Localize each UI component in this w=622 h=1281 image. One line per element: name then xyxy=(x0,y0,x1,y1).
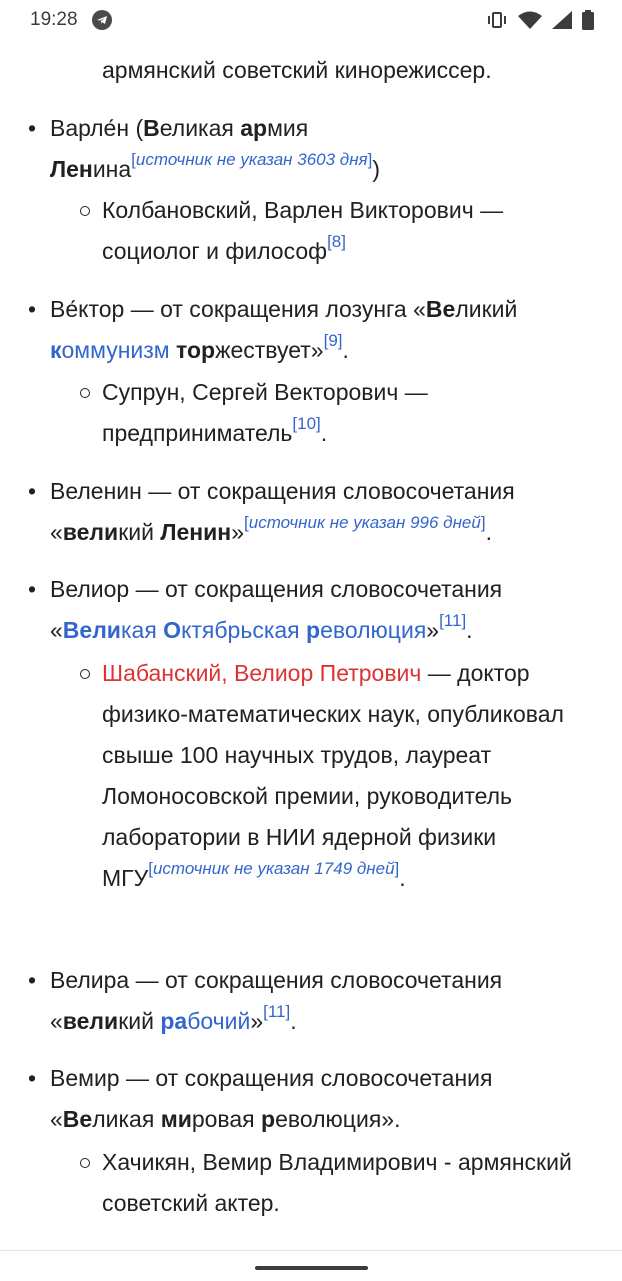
communism-link[interactable]: коммунизм xyxy=(50,337,170,363)
shabansky-link[interactable]: Шабанский, Велиор Петрович xyxy=(102,660,422,686)
reference-link[interactable]: [10] xyxy=(292,414,321,433)
bullet: • xyxy=(28,1065,37,1091)
battery-icon xyxy=(582,10,594,30)
citation-needed-link[interactable]: [источник не указан 996 дней] xyxy=(244,513,486,532)
citation-needed-link[interactable]: [источник не указан 1749 дней] xyxy=(148,859,400,878)
sub-list-item: Супрун, Сергей Векторович — предприниматель[10]. xyxy=(102,372,597,454)
wifi-icon xyxy=(518,11,542,29)
list-item: • Варле́н (Великая армия Ленина[источник не указан 3603 дня]) xyxy=(50,108,595,190)
bullet: • xyxy=(28,115,37,141)
reference-link[interactable]: [8] xyxy=(327,232,346,251)
status-bar xyxy=(0,0,622,40)
list-item: • Вемир — от сокращения словосочетания «Великая мировая революция». xyxy=(50,1058,595,1140)
circle-bullet xyxy=(80,1158,90,1168)
bullet: • xyxy=(28,576,37,602)
telegram-icon xyxy=(92,10,112,30)
list-item: • Веленин — от сокращения словосочетания «великий Ленин»[источник не указан 996 дней]. xyxy=(50,471,595,553)
signal-icon xyxy=(552,11,572,29)
citation-needed-link[interactable]: [источник не указан 3603 дня] xyxy=(131,150,373,169)
partial-text: армянский советский кинорежиссер. xyxy=(102,57,492,83)
status-time: 19:28 xyxy=(30,9,78,30)
reference-link[interactable]: [11] xyxy=(439,611,467,630)
list-item-partial xyxy=(102,50,597,91)
home-gesture-handle[interactable] xyxy=(255,1266,368,1270)
reference-link[interactable]: [11] xyxy=(263,1002,291,1021)
circle-bullet xyxy=(80,669,90,679)
sub-list-item: Хачикян, Вемир Владимирович - армянский советский актер. xyxy=(102,1142,597,1224)
circle-bullet xyxy=(80,206,90,216)
bullet: • xyxy=(28,967,37,993)
vibrate-icon xyxy=(486,11,508,29)
list-item: • Ве́ктор — от сокращения лозунга «Великий коммунизм торжествует»[9]. xyxy=(50,289,595,371)
worker-link[interactable]: рабочий xyxy=(160,1008,251,1034)
sub-list-item: Колбановский, Варлен Викторович — социолог и философ[8] xyxy=(102,190,597,272)
bullet: • xyxy=(28,478,37,504)
circle-bullet xyxy=(80,388,90,398)
list-item: • Велиор — от сокращения словосочетания «Великая Октябрьская революция»[11]. xyxy=(50,569,595,651)
reference-link[interactable]: [9] xyxy=(323,331,343,350)
october-revolution-link[interactable]: Великая Октябрьская революция xyxy=(62,617,427,643)
list-item: • Велира — от сокращения словосочетания «великий рабочий»[11]. xyxy=(50,960,595,1042)
sub-list-item: Шабанский, Велиор Петрович — доктор физико-математических наук, опубликовал свыше 100 научных трудов, лауреат Ломоносовской премии, руководитель лаборатории в НИИ ядерной физики МГУ[источник не указан 1749 дней]. xyxy=(102,653,597,899)
bullet: • xyxy=(28,296,37,322)
